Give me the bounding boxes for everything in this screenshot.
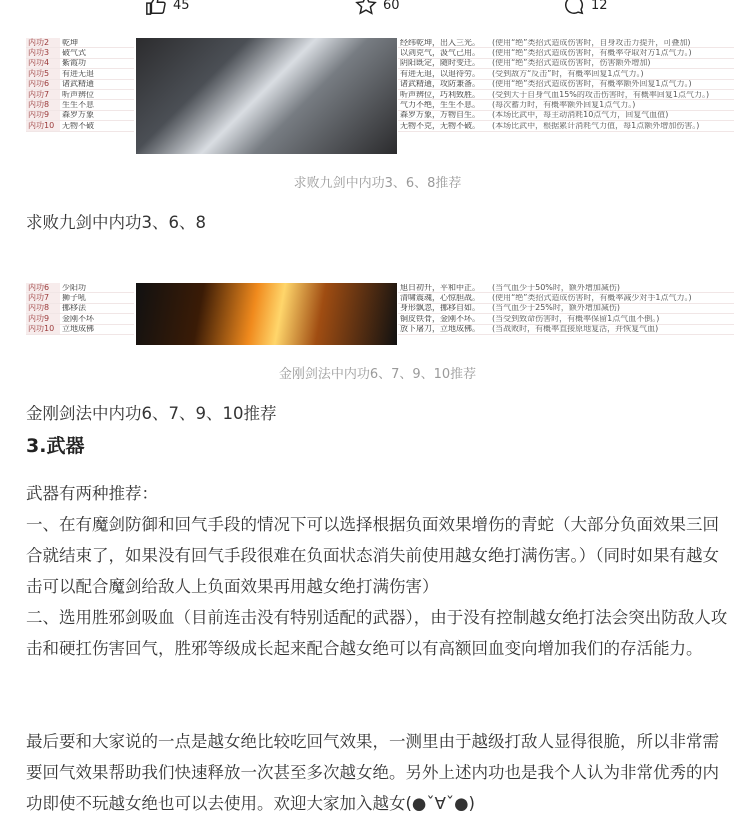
neigong-motto: 身形飘忽，挪移自如。 — [400, 304, 480, 313]
table-row — [398, 59, 734, 69]
neigong-name: 少阳功 — [62, 283, 86, 292]
table-row — [398, 283, 734, 293]
neigong-name-table — [26, 283, 134, 335]
favorite-count: 60 — [383, 0, 400, 13]
neigong-motto: 清啸震魂，心惊胆战。 — [400, 294, 480, 303]
neigong-effect: (使用“绝”类招式造成伤害时，有概率减少对手1点气力。) — [492, 294, 692, 303]
paragraph-weapon-two: 二、选用胜邪剑吸血（目前连击没有特别适配的武器），由于没有控制越女绝打法会突出防敌人攻击和硬扛伤害回气，胜邪等级成长起来配合越女绝可以有高额回血变向增加我们的存活能力。 — [26, 608, 728, 658]
neigong-effect: (当气血少于50%时，额外增加减伤) — [492, 283, 621, 292]
table-row — [26, 38, 134, 48]
neigong-effect: (受到敌方“反击”时，有概率回复1点气力。) — [492, 69, 644, 78]
neigong-effect: (使用“绝”类招式造成伤害时，自身攻击力提升，可叠加) — [492, 38, 691, 47]
table-row — [398, 100, 734, 110]
neigong-level: 内功7 — [26, 90, 60, 99]
neigong-motto: 有进无退，以退待劳。 — [400, 69, 480, 78]
neigong-name: 无物不破 — [62, 121, 94, 130]
neigong-effect: (本场比武中，每主动消耗10点气力，回复气血值) — [492, 111, 669, 120]
table-row — [398, 121, 734, 131]
neigong-name: 破气式 — [62, 49, 86, 58]
jingang-neigong-table-image — [26, 283, 734, 345]
image-caption: 求败九剑中内功3、6、8推荐 — [293, 176, 462, 191]
favorite-button[interactable] — [355, 0, 400, 16]
table-row — [398, 90, 734, 100]
table-row — [398, 314, 734, 324]
neigong-name: 狮子吼 — [62, 294, 86, 303]
neigong-level: 内功7 — [26, 293, 60, 302]
neigong-effect: (受到大于自身气血15%的攻击伤害时，有概率回复1点气力。) — [492, 90, 710, 99]
neigong-motto: 诸武精通，攻防兼备。 — [400, 80, 480, 89]
table-row — [26, 293, 134, 303]
section-heading: 3.武器 — [26, 435, 85, 457]
neigong-motto: 气力不绝，生生不息。 — [400, 101, 480, 110]
neigong-motto: 无物不克，无物不破。 — [400, 121, 480, 130]
neigong-name: 听声辨位 — [62, 90, 94, 99]
qiubai-neigong-table-image — [26, 38, 734, 154]
image-caption: 金刚剑法中内功6、7、9、10推荐 — [278, 367, 477, 382]
comment-button[interactable] — [563, 0, 608, 16]
table-row — [26, 59, 134, 69]
table-row — [398, 38, 734, 48]
comment-count: 12 — [591, 0, 608, 13]
paragraph-weapon-one: 一、在有魔剑防御和回气手段的情况下可以选择根据负面效果增伤的青蛇（大部分负面效果三回合就结束了，如果没有回气手段很难在负面状态消失前使用越女绝打满伤害。）（同时如果有越女击可以配合魔剑给敌人上负面效果再用越女绝打满伤害） — [26, 515, 719, 596]
table-row — [26, 121, 134, 131]
neigong-motto: 放下屠刀，立地成佛。 — [400, 325, 480, 334]
neigong-name: 诸武精通 — [62, 80, 94, 89]
neigong-level: 内功8 — [26, 304, 60, 313]
neigong-level: 内功2 — [26, 38, 60, 47]
neigong-name: 挪移法 — [62, 304, 86, 313]
table-row — [26, 100, 134, 110]
table-row — [26, 304, 134, 314]
neigong-level: 内功6 — [26, 283, 60, 292]
table-row — [26, 314, 134, 324]
neigong-name: 立地成佛 — [62, 325, 94, 334]
neigong-motto: 旭日初升，平和中正。 — [400, 283, 480, 292]
table-row — [398, 48, 734, 58]
neigong-effect-table — [398, 38, 734, 132]
table-row — [26, 283, 134, 293]
star-icon — [355, 0, 377, 16]
neigong-level: 内功6 — [26, 80, 60, 89]
neigong-motto: 森罗万象，万物自生。 — [400, 111, 480, 120]
neigong-level: 内功10 — [26, 325, 60, 334]
table-row — [26, 325, 134, 335]
neigong-effect: (每次蓄力时，有概率额外回复1点气力。) — [492, 101, 636, 110]
table-row — [26, 90, 134, 100]
neigong-name: 紫霞功 — [62, 59, 86, 68]
neigong-level: 内功9 — [26, 314, 60, 323]
neigong-level: 内功10 — [26, 121, 60, 130]
neigong-effect: (当受到致命伤害时，有概率保留1点气血不倒。) — [492, 314, 660, 323]
neigong-motto: 铜皮铁骨，金刚不坏。 — [400, 314, 480, 323]
neigong-name: 乾坤 — [62, 38, 78, 47]
paragraph-weapon-intro: 武器有两种推荐： — [26, 484, 158, 503]
neigong-name-table — [26, 38, 134, 132]
neigong-name: 有进无退 — [62, 69, 94, 78]
neigong-level: 内功8 — [26, 100, 60, 109]
table-row — [26, 111, 134, 121]
table-row — [398, 111, 734, 121]
neigong-effect: (当战败时，有概率直接原地复活，并恢复气血) — [492, 325, 659, 334]
neigong-name: 生生不息 — [62, 101, 94, 110]
neigong-effect-table — [398, 283, 734, 335]
paragraph-jingang: 金刚剑法中内功6、7、9、10推荐 — [26, 404, 277, 423]
character-illustration — [136, 283, 397, 345]
neigong-level: 内功5 — [26, 69, 60, 78]
table-row — [398, 69, 734, 79]
neigong-level: 内功4 — [26, 59, 60, 68]
character-illustration — [136, 38, 397, 154]
neigong-effect: (本场比武中，根据累计消耗气力值，每1点额外增加伤害。) — [492, 121, 700, 130]
like-button[interactable] — [145, 0, 190, 16]
neigong-effect: (使用“绝”类招式造成伤害时，有概率夺取对方1点气力。) — [492, 49, 692, 58]
comment-icon — [563, 0, 585, 16]
neigong-effect: (使用“绝”类招式造成伤害时，有概率额外回复1点气力。) — [492, 80, 692, 89]
table-row — [398, 80, 734, 90]
neigong-effect: (当气血少于25%时，额外增加减伤) — [492, 304, 621, 313]
neigong-motto: 听声辨位，巧利致胜。 — [400, 90, 480, 99]
table-row — [26, 48, 134, 58]
paragraph-closing: 最后要和大家说的一点是越女绝比较吃回气效果，一测里由于越级打敌人显得很脆，所以非常需要回气效果帮助我们快速释放一次甚至多次越女绝。另外上述内功也是我个人认为非常优秀的内功即使不玩越女绝也可以去使用。欢迎大家加入越女(●ˇ∀ˇ●) — [26, 732, 719, 813]
article-stats-bar — [0, 0, 755, 14]
neigong-motto: 以剑克气，汲气己用。 — [400, 49, 480, 58]
neigong-level: 内功3 — [26, 48, 60, 57]
neigong-motto: 阴阳既定，随时变迁。 — [400, 59, 480, 68]
neigong-effect: (使用“绝”类招式造成伤害时，伤害额外增加) — [492, 59, 651, 68]
paragraph-qiubai: 求败九剑中内功3、6、8 — [26, 213, 206, 232]
neigong-name: 金刚不坏 — [62, 314, 94, 323]
table-row — [398, 293, 734, 303]
thumbs-up-icon — [145, 0, 167, 16]
like-count: 45 — [173, 0, 190, 13]
table-row — [398, 325, 734, 335]
neigong-level: 内功9 — [26, 111, 60, 120]
table-row — [26, 80, 134, 90]
neigong-name: 森罗万象 — [62, 111, 94, 120]
table-row — [26, 69, 134, 79]
neigong-motto: 经纬乾坤，出入三光。 — [400, 38, 480, 47]
table-row — [398, 304, 734, 314]
